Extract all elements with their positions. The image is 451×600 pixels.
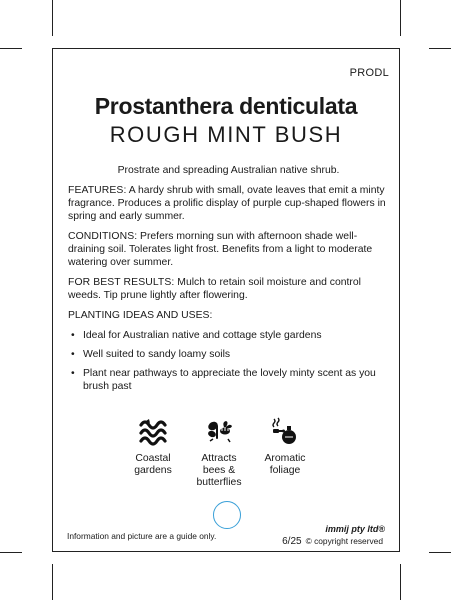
list-item: • Ideal for Australian native and cottage style gardens — [71, 330, 322, 341]
conditions-heading: CONDITIONS — [68, 231, 135, 242]
crop-mark — [52, 0, 53, 36]
icon-label: butterflies — [196, 477, 242, 488]
feature-icons — [123, 417, 306, 497]
crop-mark — [400, 0, 401, 36]
brand-name: immij pty ltd® — [325, 524, 385, 534]
aromatic-perfume-icon — [270, 417, 300, 447]
crop-mark — [400, 564, 401, 600]
icon-label: Aromatic — [264, 453, 306, 464]
list-item: • Plant near pathways to appreciate the lovely minty scent as you brush past — [71, 368, 376, 392]
list-item: • Well suited to sandy loamy soils — [71, 349, 231, 360]
plant-label — [52, 48, 400, 552]
features-heading: FEATURES: — [68, 185, 127, 196]
intro-text: Prostrate and spreading Australian native shrub. — [117, 165, 340, 176]
common-name: ROUGH MINT BUSH — [109, 122, 343, 147]
planting-heading: PLANTING IDEAS AND USES: — [68, 310, 213, 321]
best-results-text: Mulch to retain soil moisture and control weeds. Tip prune lightly after flowering. — [68, 277, 361, 301]
copyright-text: © copyright reserved — [305, 536, 383, 546]
icon-label: foliage — [269, 465, 301, 476]
crop-mark — [52, 564, 53, 600]
features-text: A hardy shrub with small, ovate leaves that emit a minty fragrance. Produces a prolific display of purple cup-shaped flowers in spring and early summer. — [68, 185, 386, 222]
attracts-bees-feature — [189, 417, 249, 489]
date-copyright — [282, 536, 383, 547]
best-results-paragraph — [68, 276, 389, 302]
product-code: PRODL — [349, 67, 389, 79]
aromatic-foliage-feature — [255, 417, 315, 477]
crop-mark — [429, 552, 451, 553]
price-sticker-circle — [213, 501, 241, 529]
label-body — [68, 164, 389, 399]
icon-label: bees & — [202, 465, 236, 476]
best-results-heading: FOR BEST RESULTS: — [68, 277, 175, 288]
crop-mark — [0, 48, 22, 49]
coastal-waves-icon — [138, 417, 168, 447]
icon-label: Attracts — [201, 453, 237, 464]
botanical-name: Prostanthera denticulata — [94, 93, 358, 119]
icon-label: Coastal — [135, 453, 171, 464]
conditions-paragraph — [68, 230, 389, 269]
features-paragraph — [68, 184, 389, 223]
icon-label: gardens — [134, 465, 172, 476]
label-date: 6/25 — [282, 536, 302, 547]
disclaimer-text: Information and picture are a guide only. — [67, 531, 217, 541]
crop-mark — [0, 552, 22, 553]
bee-butterfly-icon — [204, 417, 234, 447]
conditions-text: : Prefers morning sun with afternoon shade well-draining soil. Tolerates light frost. Benefits from a light to moderate watering over summer. — [68, 231, 373, 268]
planting-list — [68, 329, 389, 393]
crop-mark — [429, 48, 451, 49]
coastal-gardens-feature — [123, 417, 183, 477]
